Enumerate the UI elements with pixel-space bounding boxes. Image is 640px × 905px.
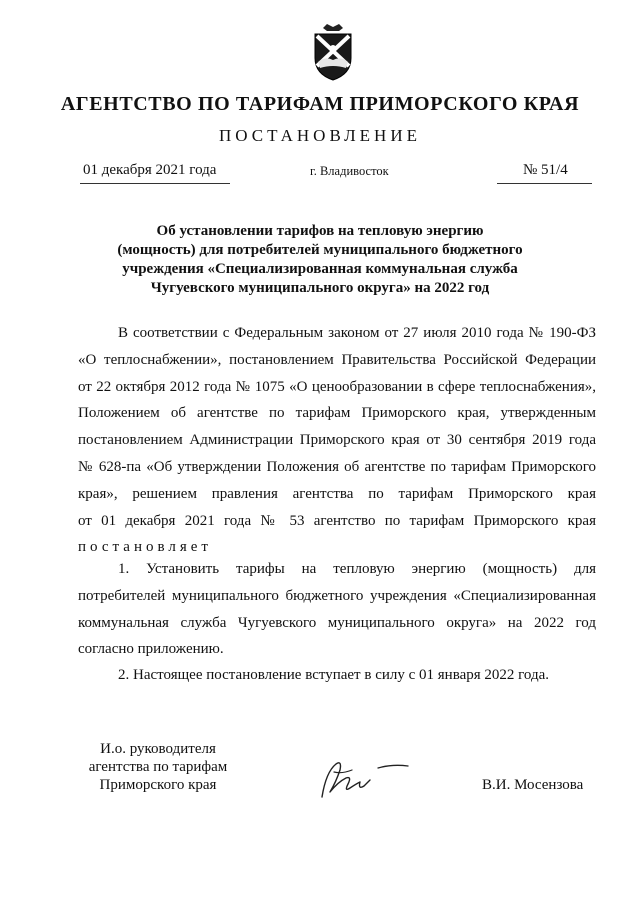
clause-1 [78, 556, 596, 663]
signer-role [78, 740, 238, 794]
document-type: ПОСТАНОВЛЕНИЕ [218, 126, 421, 145]
text-line: коммунальная служба Чугуевского муниципального округа» на 2022 год [78, 614, 596, 631]
text-line: от 22 октября 2012 года № 1075 «О ценообразовании в сфере теплоснабжения», [78, 378, 596, 395]
document-number: № 51/4 [523, 162, 568, 178]
coat-of-arms-icon [303, 22, 363, 82]
text-line: постановляет [78, 539, 212, 556]
agency-title: АГЕНТСТВО ПО ТАРИФАМ ПРИМОРСКОГО КРАЯ [60, 93, 580, 115]
text-line: № 628-па «Об утверждении Положения об агентстве по тарифам Приморского [78, 458, 596, 475]
document-date: 01 декабря 2021 года [83, 162, 217, 178]
handwritten-signature-icon [312, 752, 422, 807]
text-line: 1. Установить тарифы на тепловую энергию (мощность) для [118, 561, 596, 577]
text-line: постановлением Администрации Приморского края от 30 сентября 2019 года [78, 432, 596, 449]
text-line: потребителей муниципального бюджетного учреждения «Специализированная [78, 587, 596, 604]
preamble-paragraph [78, 320, 596, 561]
subject-line: учреждения «Специализированная коммунальная служба [122, 261, 518, 277]
text-line: края», решением правления агентства по тарифам Приморского края [78, 485, 596, 502]
clause-2 [78, 662, 596, 689]
signer-role-line: Приморского края [99, 777, 217, 793]
signer-name: В.И. Мосензова [482, 777, 584, 793]
text-line: «О теплоснабжении», постановлением Правительства Российской Федерации [78, 351, 596, 368]
text-line: В соответствии с Федеральным законом от 27 июля 2010 года № 190-ФЗ [118, 325, 596, 341]
subject-line: (мощность) для потребителей муниципального бюджетного [117, 242, 523, 258]
signer-role-line: агентства по тарифам [88, 759, 228, 775]
text-line: Положением об агентстве по тарифам Приморского края, утвержденным [78, 405, 596, 422]
subject-line: Об установлении тарифов на тепловую энергию [156, 223, 484, 239]
text-line: 2. Настоящее постановление вступает в силу с 01 января 2022 года. [118, 667, 550, 683]
signer-role-line: И.о. руководителя [100, 741, 216, 757]
text-line: от 01 декабря 2021 года № 53 агентство по тарифам Приморского края [78, 512, 596, 529]
number-underline [497, 183, 592, 184]
subject-line: Чугуевского муниципального округа» на 2022 год [150, 280, 490, 296]
document-city: г. Владивосток [310, 164, 389, 178]
document-subject [90, 222, 550, 298]
date-underline [80, 183, 230, 184]
text-line: согласно приложению. [78, 641, 224, 658]
